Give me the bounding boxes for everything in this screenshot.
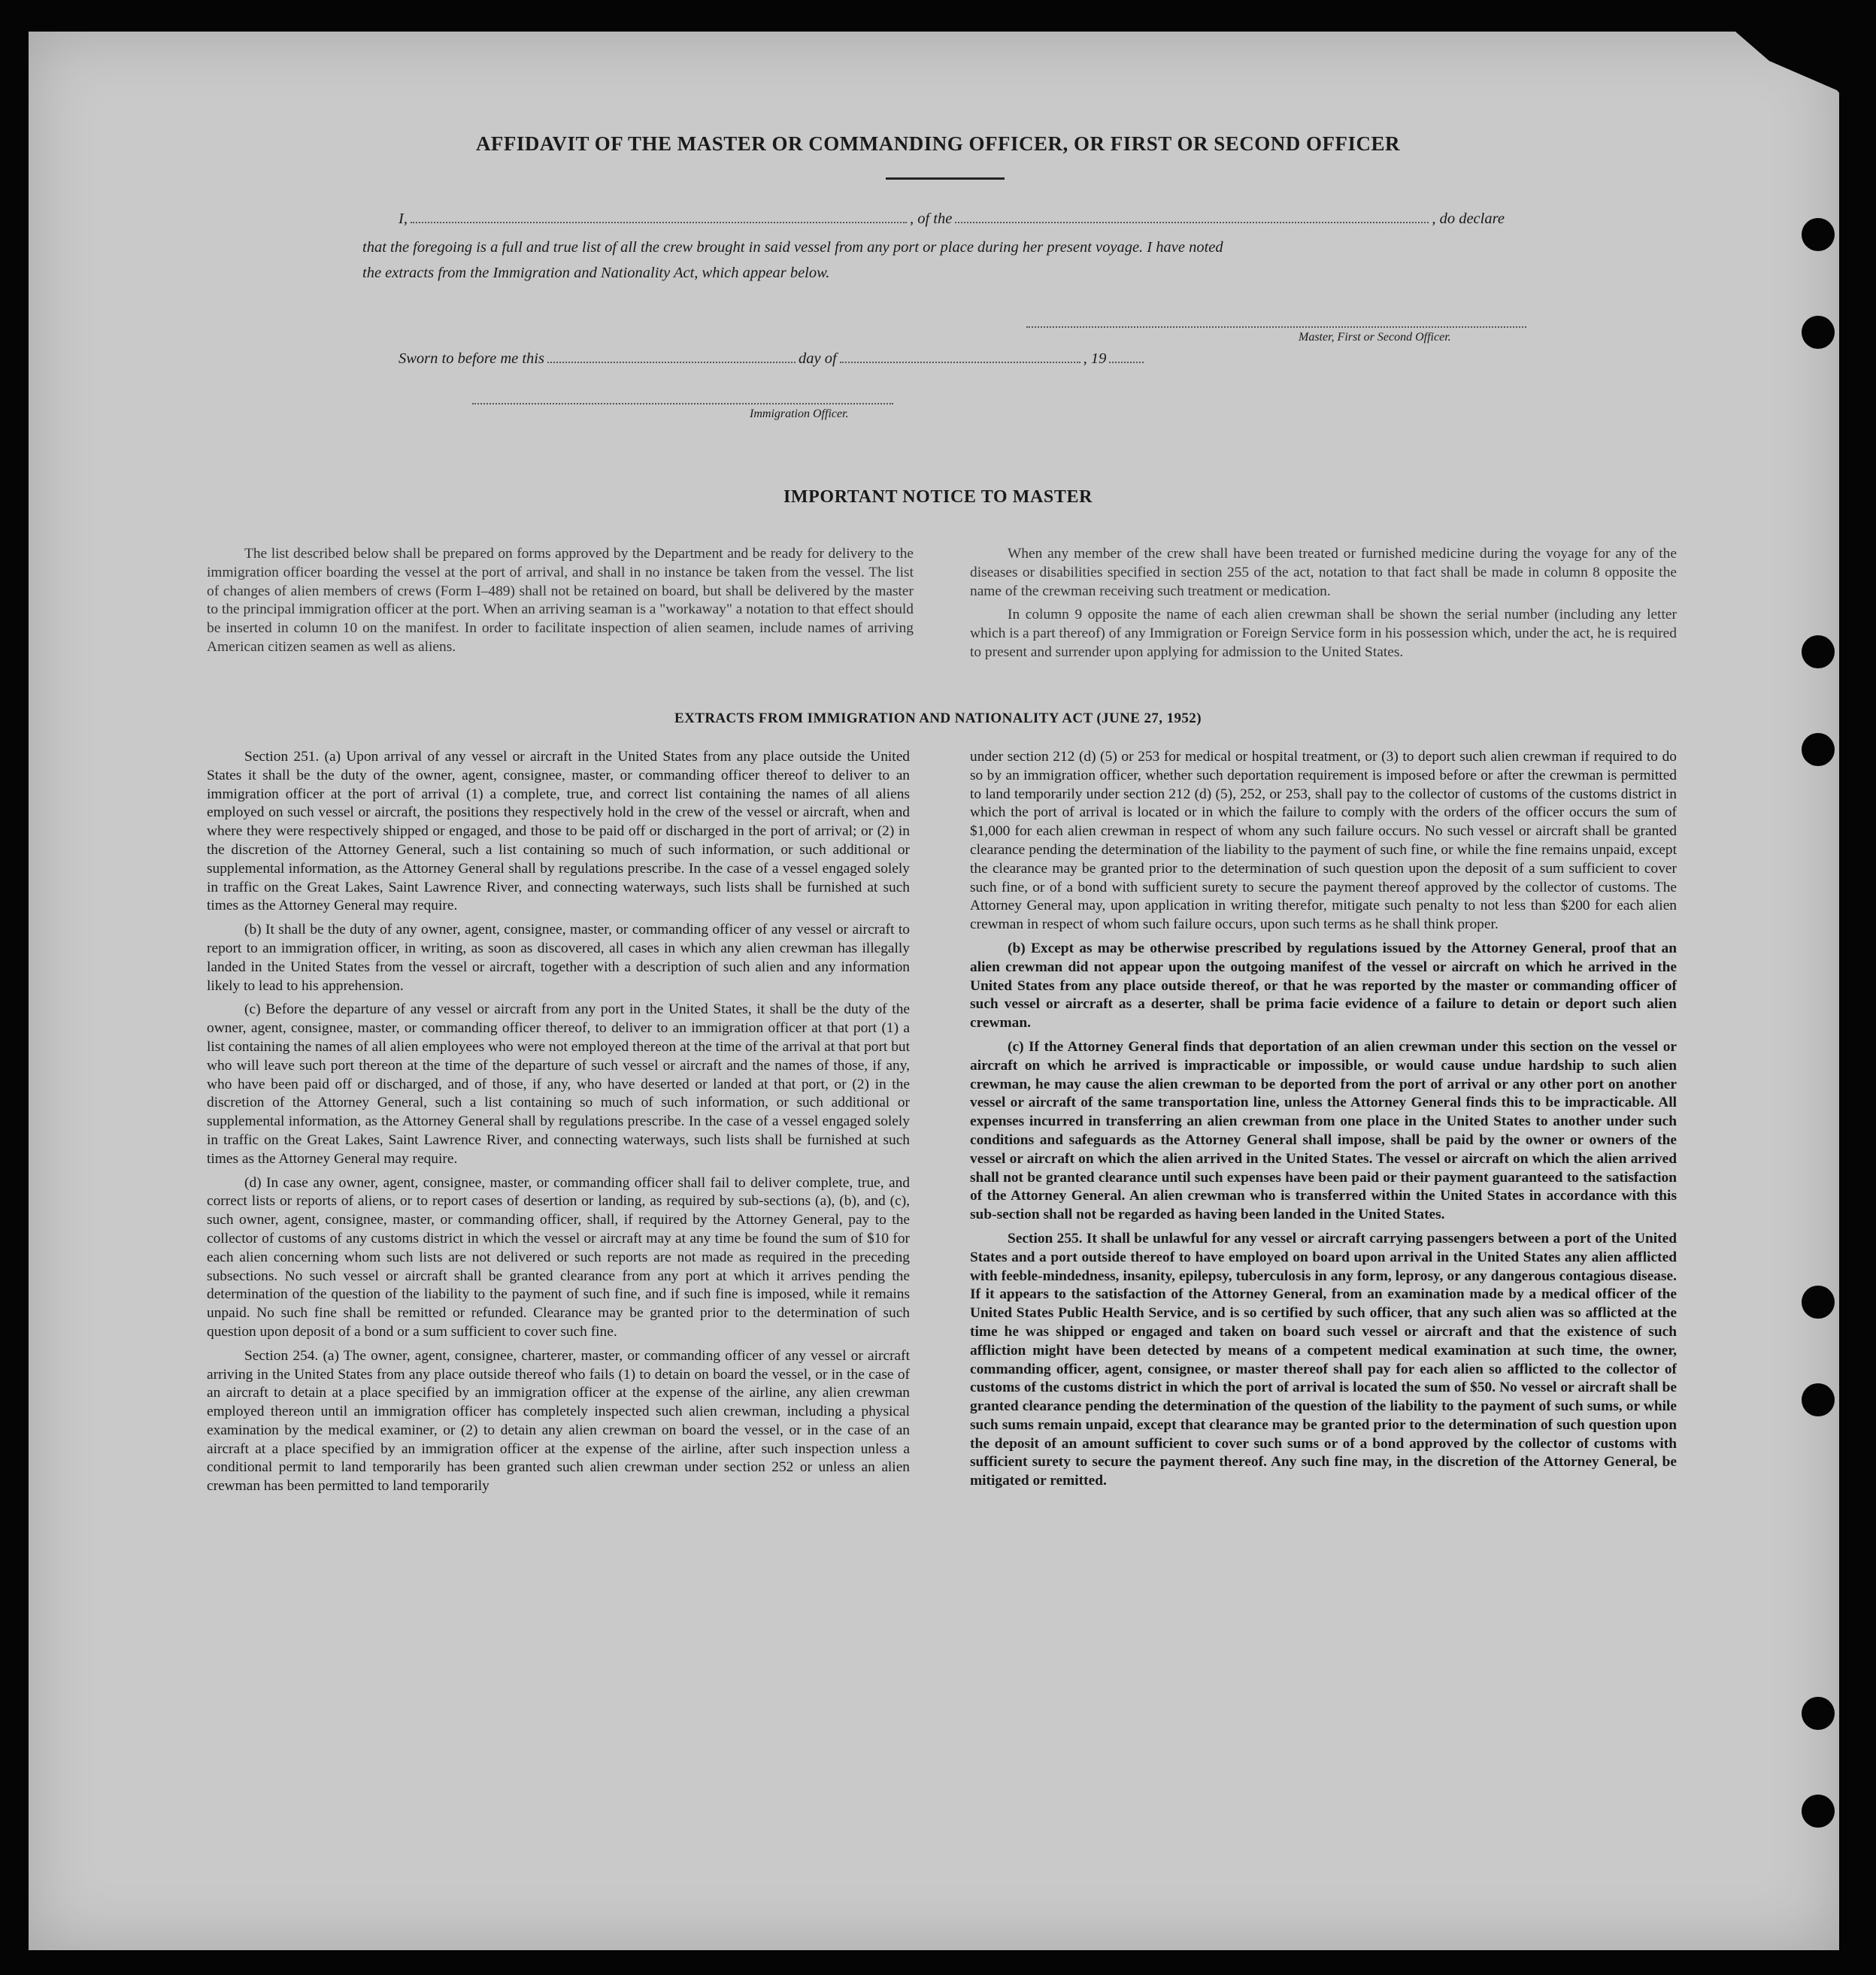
affidavit-title: AFFIDAVIT OF THE MASTER OR COMMANDING OFFICER, OR FIRST OR SECOND OFFICER <box>475 132 1401 155</box>
section-254-a-continued: under section 212 (d) (5) or 253 for medical or hospital treatment, or (3) to deport such alien crewman if required to do so by an immigration officer, whether such deportation requirement is imposed before or after the crewman is permitted to land temporarily under section 212 (d) (5), 252, or 253, shall pay to the collector of customs of the customs district in which the port of arrival is located or in which the failure to comply with the orders of the officer occurs the sum of $1,000 for each alien crewman in respect of whom any such failure occurs. No such vessel or aircraft shall be granted clearance pending the determination of the liability to the payment of such fine, or while the fine remains unpaid, except the clearance may be granted prior to the determination of such question upon the deposit of a sum sufficient to cover such fine, or of a bond with sufficient surety to secure the payment thereof approved by the collector of customs. The Attorney General may, upon application in writing therefor, mitigate such penalty to not less than $200 for each alien crewman in respect of whom such failure occurs, upon such terms as he shall think proper. <box>970 749 1677 933</box>
section-254-c: (c) If the Attorney General finds that deportation of an alien crewman under this section on the vessel or aircraft on which he arrived is impracticable or impossible, or would cause undue hardship to such alien crewman, he may cause the alien crewman to be deported from the port of arrival or any other port on another vessel or aircraft of the same transportation line, unless the Attorney General finds this to be impracticable. All expenses incurred in transferring an alien crewman from one place in the United States to another under such conditions and safeguards as the Attorney General shall impose, shall be paid by the owner or owners of the vessel or aircraft on which the alien arrived in the United States. The vessel or aircraft on which the alien arrived shall not be granted clearance until such expenses have been paid or their payment guaranteed to the satisfaction of the Attorney General. An alien crewman who is transferred within the United States in accordance with this sub-section shall not be regarded as having been landed in the United States. <box>970 1038 1677 1223</box>
vessel-field[interactable] <box>955 219 1429 223</box>
label-day-of: day of <box>798 350 837 367</box>
notice-paragraph: In column 9 opposite the name of each alien crewman shall be shown the serial number (including any letter which is a part thereof) of any Immigration or Foreign Service form in his possession which, under the act, he is required to present and surrender upon applying for admission to the United States. <box>970 607 1677 660</box>
notice-paragraph: The list described below shall be prepared on forms approved by the Department and be ready for delivery to the immigration officer boarding the vessel at the port of arrival, and shall in no instance be taken from the vessel. The list of changes of alien members of crews (Form I–489) shall not be retained on board, but shall be delivered by the master to the principal immigration officer at the port. When an arriving seaman is a "workaway" a notation to that effect should be inserted in column 10 on the manifest. In order to facilitate inspection of alien seamen, include names of arriving American citizen seamen as well as aliens. <box>207 546 914 655</box>
punch-hole <box>1802 1383 1835 1416</box>
year-field[interactable] <box>1109 359 1144 363</box>
notice-left-column <box>207 545 914 662</box>
section-254-a: Section 254. (a) The owner, agent, consignee, charterer, master, or commanding officer of any vessel or aircraft arriving in the United States from any place outside thereof who fails (1) to detain on board the vessel, or in the case of an aircraft to detain at a place specified by an immigration officer at the expense of the airline, any alien crewman employed thereon until an immigration officer has completely inspected such alien crewman, including a physical examination by the medical examiner, or (2) to detain any alien crewman on board the vessel, or in the case of an aircraft at a place specified by an immigration officer at the expense of the airline, after such inspection unless a conditional permit to land temporarily has been granted such alien crewman under section 252 or unless an alien crewman has been permitted to land temporarily <box>207 1347 910 1495</box>
label-of-the: , of the <box>909 211 953 227</box>
label-year: , 19 <box>1083 350 1107 367</box>
punch-hole <box>1802 1697 1835 1730</box>
master-signature-field[interactable] <box>1026 325 1526 328</box>
name-field[interactable] <box>411 219 907 223</box>
sworn-line <box>399 350 1147 368</box>
label-sworn: Sworn to before me this <box>399 350 544 367</box>
officer-signature-field[interactable] <box>472 401 893 404</box>
punch-hole <box>1802 316 1835 349</box>
extracts-left-column <box>207 748 910 1501</box>
officer-signature-caption: Immigration Officer. <box>750 407 849 420</box>
punch-hole <box>1802 218 1835 251</box>
punch-hole <box>1802 1795 1835 1828</box>
extracts-right-column <box>970 748 1677 1496</box>
title-rule <box>886 177 1005 180</box>
label-i: I, <box>399 211 408 227</box>
declaration-line <box>399 211 1505 228</box>
punch-hole <box>1802 635 1835 668</box>
section-254-b: (b) Except as may be otherwise prescribed by regulations issued by the Attorney General, proof that an alien crewman did not appear upon the outgoing manifest of the vessel or aircraft on which he arrived in the United States from any place outside thereof, or that he was reported by the master or commanding officer of such vessel or aircraft as a deserter, shall be prima facie evidence of a failure to detain or deport such alien crewman. <box>970 940 1677 1031</box>
notice-right-column <box>970 545 1677 668</box>
day-field[interactable] <box>547 359 796 363</box>
section-251-b: (b) It shall be the duty of any owner, agent, consignee, master, or commanding officer of any vessel or aircraft to report to an immigration officer, in writing, as soon as discovered, all cases in which any alien crewman has illegally landed in the United States from the vessel or aircraft, together with a description of such alien and any information likely to lead to his apprehension. <box>207 922 910 994</box>
month-field[interactable] <box>840 359 1080 363</box>
section-251-c: (c) Before the departure of any vessel or aircraft from any port in the United States, it shall be the duty of the owner, agent, consignee, master, or commanding officer thereof, to deliver to an immigration officer at that port (1) a list containing the names of all alien employees who were not employed thereon at the time of the arrival at that port but who will leave such port thereon at the time of the departure of such vessel or aircraft and the names of those, if any, who have been paid off or discharged, and of those, if any, who have deserted or landed at that port, or (2) in the discretion of the Attorney General, such a list containing so much of such information, or such additional or supplemental information, as the Attorney General shall by regulations prescribe. In the case of a vessel engaged solely in traffic on the Great Lakes, Saint Lawrence River, and connecting waterways, such lists shall be furnished at such times as the Attorney General may require. <box>207 1001 910 1167</box>
label-do-declare: , do declare <box>1432 211 1505 227</box>
notice-title: IMPORTANT NOTICE TO MASTER <box>783 487 1093 507</box>
torn-corner <box>1645 32 1871 129</box>
notice-paragraph: When any member of the crew shall have been treated or furnished medicine during the voyage for any of the diseases or disabilities specified in section 255 of the act, notation to that fact shall be made in column 8 opposite the name of the crewman receiving such treatment or medication. <box>970 546 1677 599</box>
statement-line-1: that the foregoing is a full and true list of all the crew brought in said vessel from any port or place during her present voyage. I have noted <box>362 239 1223 256</box>
section-251-d: (d) In case any owner, agent, consignee, master, or commanding officer shall fail to deliver complete, true, and correct lists or reports of aliens, or to report cases of desertion or landing, as required by sub-sections (a), (b), and (c), such owner, agent, consignee, master, or commanding officer, shall, if required by the Attorney General, pay to the collector of customs of any customs district in which the vessel or aircraft may at any time be found the sum of $10 for each alien concerning whom such lists are not delivered or such reports are not made as required in the preceding subsections. No such vessel or aircraft shall be granted clearance from any port at which it arrives pending the determination of the question of the liability to the payment of such fine, and if such fine is imposed, while it remains unpaid. No such fine shall be remitted or refunded. Clearance may be granted prior to the determination of such question upon deposit of a bond or a sum sufficient to cover such fine. <box>207 1174 910 1340</box>
extracts-title: EXTRACTS FROM IMMIGRATION AND NATIONALITY ACT (JUNE 27, 1952) <box>674 710 1202 726</box>
punch-hole <box>1802 1286 1835 1319</box>
section-251-a: Section 251. (a) Upon arrival of any vessel or aircraft in the United States from any place outside the United States it shall be the duty of the owner, agent, consignee, master, or commanding officer thereof to deliver to an immigration officer at the port of arrival (1) a complete, true, and correct list containing the names of all aliens employed on such vessel or aircraft, the positions they respectively hold in the crew of the vessel or aircraft, when and where they were respectively shipped or engaged, and those to be paid off or discharged in the port of arrival; or (2) in the discretion of the Attorney General, such a list containing so much of such information, or such additional or supplemental information, as the Attorney General shall by regulations prescribe. In the case of a vessel engaged solely in traffic on the Great Lakes, Saint Lawrence River, and connecting waterways, such lists shall be furnished at such times as the Attorney General may require. <box>207 749 910 914</box>
bold-extracts <box>970 940 1677 1491</box>
statement-line-2: the extracts from the Immigration and Nationality Act, which appear below. <box>362 265 830 281</box>
master-signature-caption: Master, First or Second Officer. <box>1299 331 1451 344</box>
punch-hole <box>1802 733 1835 766</box>
section-255: Section 255. It shall be unlawful for any vessel or aircraft carrying passengers between a port of the United States and a port outside thereof to have employed on board upon arrival in the United States any alien afflicted with feeble-mindedness, insanity, epilepsy, tuberculosis in any form, leprosy, or any dangerous contagious disease. If it appears to the satisfaction of the Attorney General, from an examination made by a medical officer of the United States Public Health Service, and is so certified by such officer, that any such alien was so afflicted at the time he was shipped or engaged and taken on board such vessel or aircraft and that the existence of such affliction might have been detected by means of a competent medical examination at such time, the owner, commanding officer, agent, consignee, or master thereof shall pay for each alien so afflicted to the collector of customs of the customs district in which the port of arrival is located the sum of $50. No vessel or aircraft shall be granted clearance pending the determination of the question of the liability to the payment of such sums, or while such sums remain unpaid, except that clearance may be granted prior to the determination of such question upon the deposit of an amount sufficient to cover such sums or of a bond approved by the collector of customs with sufficient surety to secure the payment thereof. Any such fine may, in the discretion of the Attorney General, be mitigated or remitted. <box>970 1230 1677 1489</box>
